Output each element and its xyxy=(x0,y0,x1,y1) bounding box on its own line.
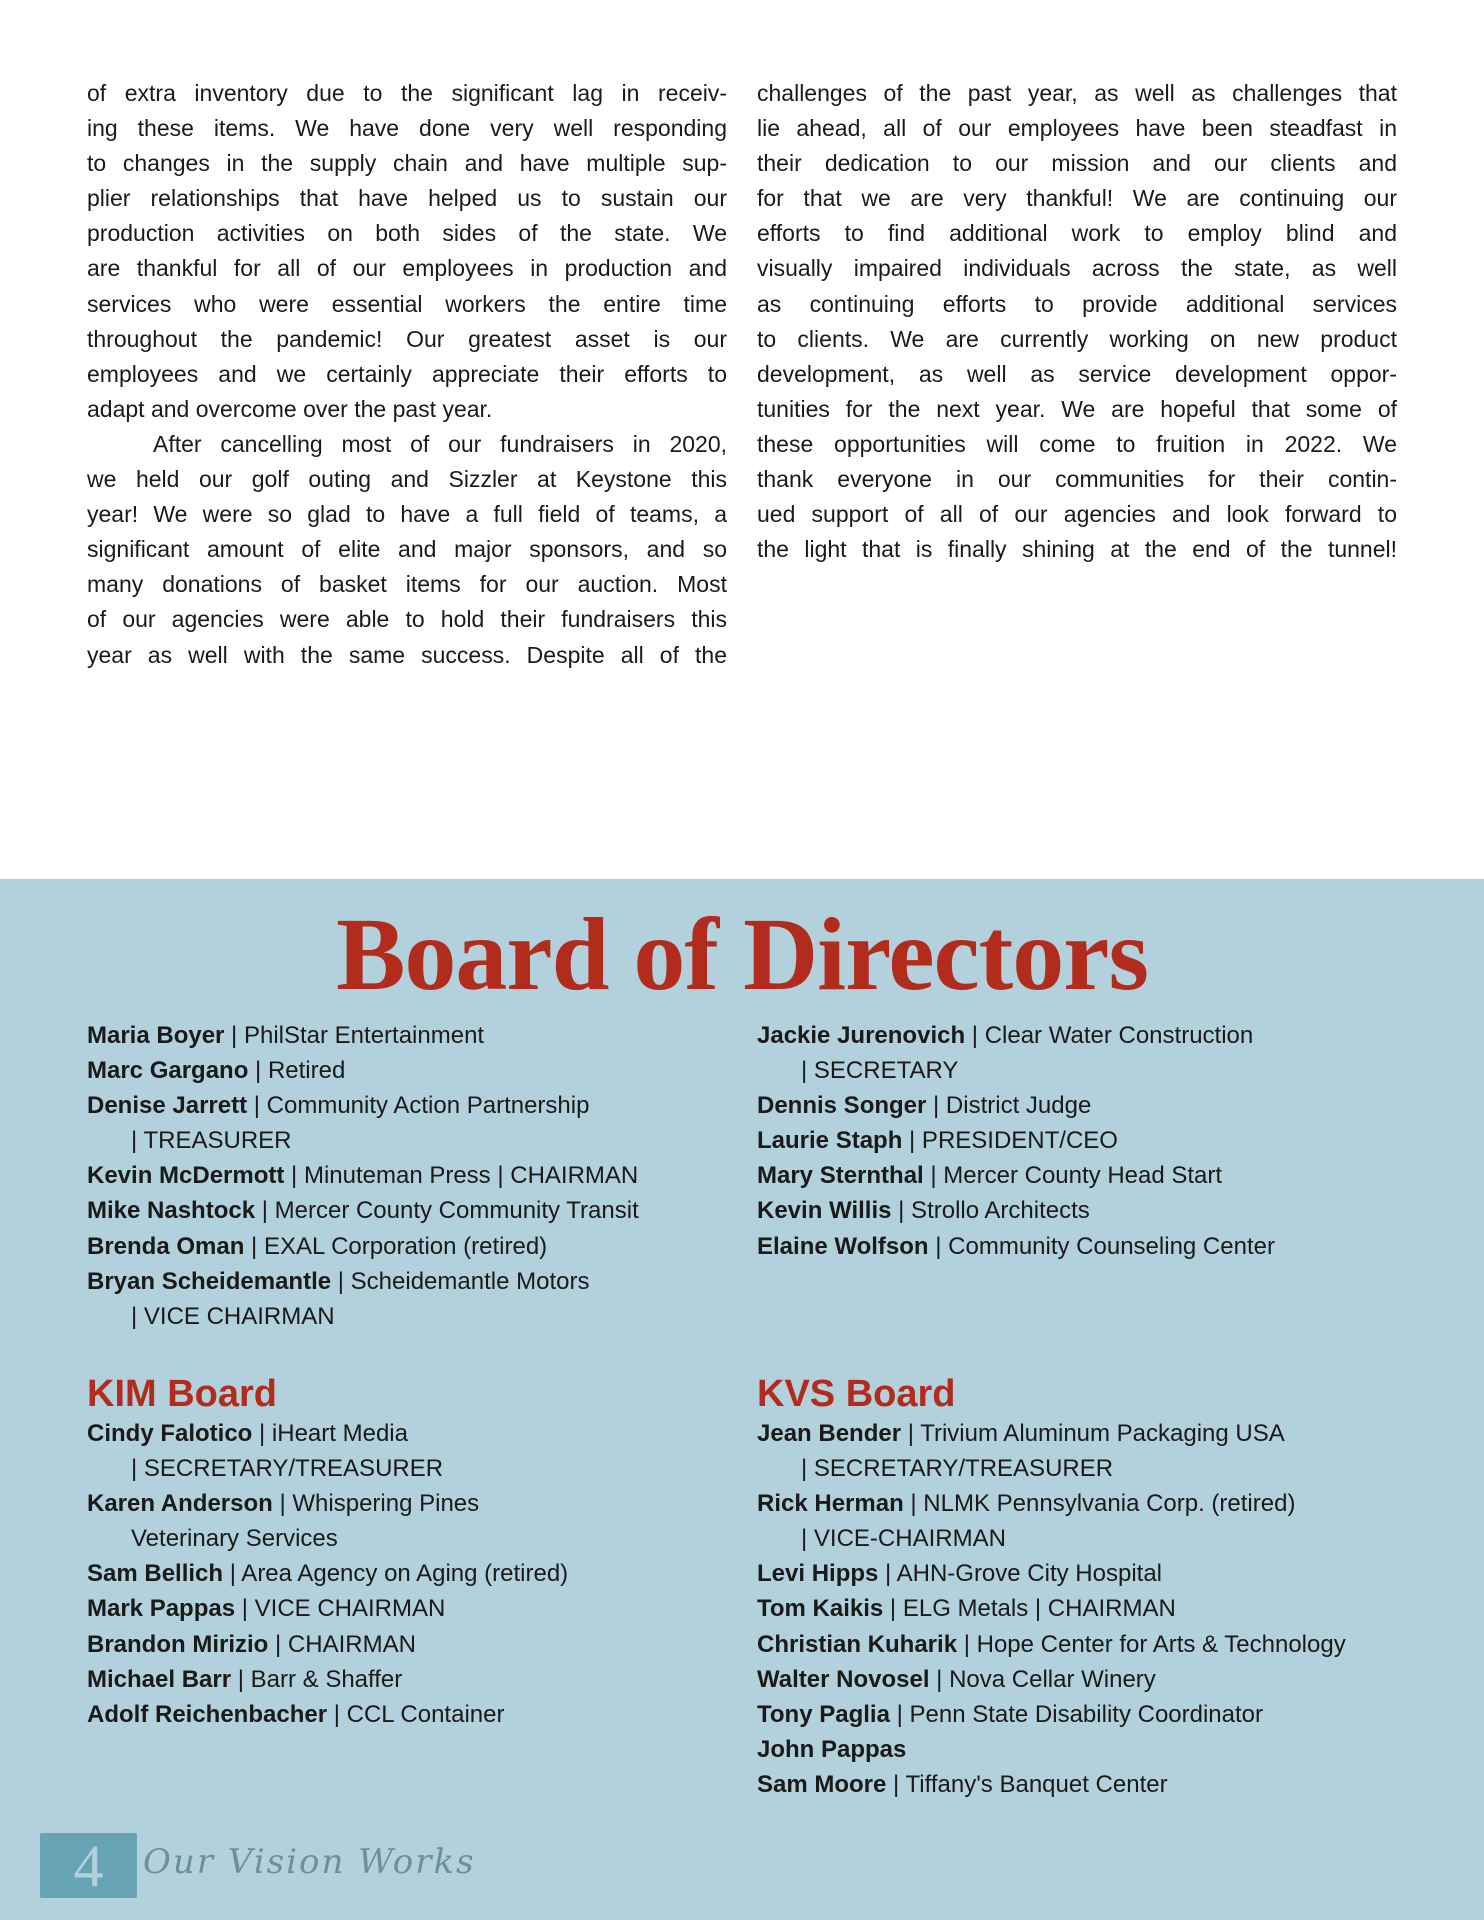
board-member xyxy=(757,1088,1457,1123)
board-member xyxy=(87,1053,787,1088)
body-text-line: we held our golf outing and Sizzler at Keystone this xyxy=(87,466,727,493)
board-member xyxy=(757,1627,1457,1662)
member-affiliation: | Minuteman Press | CHAIRMAN xyxy=(284,1162,639,1190)
board-member xyxy=(757,1193,1457,1228)
board-member xyxy=(87,1627,787,1662)
board-member xyxy=(757,1556,1457,1591)
member-name: Michael Barr xyxy=(87,1665,232,1693)
body-text-line: of extra inventory due to the significant lag in receiv- xyxy=(87,80,727,106)
member-affiliation: | Retired xyxy=(248,1057,346,1085)
body-text-line: these opportunities will come to fruition in 2022. We xyxy=(757,430,1397,457)
member-affiliation: | Whispering Pines xyxy=(272,1490,480,1518)
kvs-board xyxy=(757,1372,1457,1802)
board-member xyxy=(757,1229,1457,1264)
board-member xyxy=(757,1767,1457,1802)
member-name: Christian Kuharik xyxy=(757,1630,958,1658)
member-affiliation: | PRESIDENT/CEO xyxy=(902,1127,1118,1155)
member-role: | SECRETARY/TREASURER xyxy=(131,1455,444,1483)
member-name: Karen Anderson xyxy=(87,1490,273,1518)
member-name: Bryan Scheidemantle xyxy=(87,1267,332,1295)
member-role: | SECRETARY/TREASURER xyxy=(801,1455,1114,1483)
board-member xyxy=(757,1732,1457,1767)
member-affiliation: | PhilStar Entertainment xyxy=(224,1022,485,1049)
member-name: Laurie Staph xyxy=(757,1127,903,1155)
member-affiliation: | iHeart Media xyxy=(252,1420,408,1447)
board-member xyxy=(87,1591,787,1626)
board-member xyxy=(757,1486,1457,1556)
member-name: Dennis Songer xyxy=(757,1092,927,1120)
member-affiliation: | CHAIRMAN xyxy=(268,1630,416,1658)
member-name: Levi Hipps xyxy=(757,1560,879,1588)
member-name: Maria Boyer xyxy=(87,1022,225,1049)
body-text-line: year! We were so glad to have a full field of teams, a xyxy=(87,501,727,528)
body-text-line: production activities on both sides of the state. We xyxy=(87,220,727,247)
kim-board-heading: KIM Board xyxy=(87,1373,277,1415)
board-member xyxy=(757,1416,1457,1486)
body-text-line: many donations of basket items for our auction. Most xyxy=(87,571,727,598)
member-name: John Pappas xyxy=(757,1735,907,1763)
board-member xyxy=(757,1158,1457,1193)
body-text-line: to clients. We are currently working on new product xyxy=(757,325,1397,352)
member-affiliation: | Tiffany's Banquet Center xyxy=(886,1770,1168,1798)
board-member xyxy=(87,1486,787,1556)
body-text-line: efforts to find additional work to employ blind and xyxy=(757,220,1397,247)
body-text-line: their dedication to our mission and our clients and xyxy=(757,150,1397,177)
body-text-line: significant amount of elite and major sponsors, and so xyxy=(87,536,727,563)
body-text-line: challenges of the past year, as well as challenges that xyxy=(757,80,1397,106)
member-affiliation: | Nova Cellar Winery xyxy=(929,1665,1156,1693)
kvs-board-members xyxy=(757,1416,1457,1802)
board-member xyxy=(757,1697,1457,1732)
member-affiliation: | NLMK Pennsylvania Corp. (retired) xyxy=(903,1490,1296,1518)
board-member xyxy=(87,1229,787,1264)
member-affiliation: | Barr & Shaffer xyxy=(231,1665,403,1693)
member-name: Sam Bellich xyxy=(87,1560,224,1588)
kvs-board-heading: KVS Board xyxy=(757,1373,956,1415)
member-role: | VICE-CHAIRMAN xyxy=(801,1525,1006,1553)
body-column-right xyxy=(757,76,1397,567)
board-member xyxy=(757,1591,1457,1626)
member-role: | VICE CHAIRMAN xyxy=(131,1302,335,1330)
body-text-line: of our agencies were able to hold their fundraisers this xyxy=(87,606,727,633)
member-affiliation: | Clear Water Construction xyxy=(965,1022,1254,1049)
member-name: Brandon Mirizio xyxy=(87,1630,269,1658)
member-name: Tom Kaikis xyxy=(757,1595,884,1623)
board-member xyxy=(87,1018,787,1053)
member-affiliation: | Community Action Partnership xyxy=(247,1092,590,1120)
body-text-line: are thankful for all of our employees in production and xyxy=(87,255,727,282)
body-text-line: year as well with the same success. Despite all of the xyxy=(87,641,727,668)
member-affiliation: | CCL Container xyxy=(327,1700,505,1728)
member-role: | TREASURER xyxy=(131,1127,292,1155)
member-affiliation: | Scheidemantle Motors xyxy=(331,1267,590,1295)
member-affiliation: | Strollo Architects xyxy=(891,1197,1090,1225)
member-name: Jackie Jurenovich xyxy=(757,1022,966,1049)
body-text-line: services who were essential workers the entire time xyxy=(87,290,727,317)
member-name: Walter Novosel xyxy=(757,1665,930,1693)
member-name: Kevin McDermott xyxy=(87,1162,285,1190)
body-text-line: lie ahead, all of our employees have been steadfast in xyxy=(757,115,1397,142)
member-role: | SECRETARY xyxy=(801,1057,959,1085)
publication-name: Our Vision Works xyxy=(143,1842,476,1882)
body-text-line: development, as well as service development oppor- xyxy=(757,360,1397,387)
board-member xyxy=(87,1416,787,1486)
board-member xyxy=(757,1123,1457,1158)
member-affiliation: | ELG Metals | CHAIRMAN xyxy=(883,1595,1176,1623)
member-affiliation: | Community Counseling Center xyxy=(928,1232,1275,1260)
member-name: Tony Paglia xyxy=(757,1700,890,1728)
body-text-line: for that we are very thankful! We are continuing our xyxy=(757,185,1397,212)
body-text-line: visually impaired individuals across the state, as well xyxy=(757,255,1397,282)
board-member xyxy=(87,1264,787,1334)
member-affiliation: | EXAL Corporation (retired) xyxy=(244,1232,548,1260)
member-name: Jean Bender xyxy=(757,1420,902,1447)
body-text-line: as continuing efforts to provide additional services xyxy=(757,290,1397,317)
member-name: Mary Sternthal xyxy=(757,1162,924,1190)
directors-list-right xyxy=(757,1018,1457,1264)
body-text-line: ued support of all of our agencies and look forward to xyxy=(757,501,1397,528)
member-affiliation: | VICE CHAIRMAN xyxy=(235,1595,446,1623)
member-name: Kevin Willis xyxy=(757,1197,892,1225)
body-text-line: the light that is finally shining at the end of the tunnel! xyxy=(757,536,1397,563)
directors-list-left xyxy=(87,1018,787,1334)
member-affiliation: | Trivium Aluminum Packaging USA xyxy=(901,1420,1285,1447)
body-text-line: to changes in the supply chain and have multiple sup- xyxy=(87,150,727,177)
body-text-line: ing these items. We have done very well responding xyxy=(87,115,727,142)
member-name: Brenda Oman xyxy=(87,1232,245,1260)
member-name: Denise Jarrett xyxy=(87,1092,248,1120)
body-text-line: throughout the pandemic! Our greatest asset is our xyxy=(87,325,727,352)
member-affiliation: | AHN-Grove City Hospital xyxy=(878,1560,1162,1588)
kim-board xyxy=(87,1372,787,1732)
body-text-line: employees and we certainly appreciate their efforts to xyxy=(87,360,727,387)
page-number: 4 xyxy=(40,1833,137,1898)
member-name: Adolf Reichenbacher xyxy=(87,1700,328,1728)
member-affiliation: | Hope Center for Arts & Technology xyxy=(957,1630,1346,1658)
body-text-line: tunities for the next year. We are hopeful that some of xyxy=(757,395,1397,422)
board-member xyxy=(87,1662,787,1697)
body-text-line: thank everyone in our communities for their contin- xyxy=(757,466,1397,493)
member-name: Mike Nashtock xyxy=(87,1197,256,1225)
member-name: Marc Gargano xyxy=(87,1057,249,1085)
board-title: Board of Directors xyxy=(336,897,1148,1012)
member-name: Rick Herman xyxy=(757,1490,904,1518)
member-affiliation: | Mercer County Community Transit xyxy=(255,1197,639,1225)
board-member xyxy=(87,1158,787,1193)
body-column-left xyxy=(87,76,727,673)
board-member xyxy=(757,1662,1457,1697)
member-name: Cindy Falotico xyxy=(87,1420,253,1447)
kim-board-members xyxy=(87,1416,787,1732)
board-member xyxy=(87,1697,787,1732)
member-affiliation: | Mercer County Head Start xyxy=(923,1162,1223,1190)
member-affiliation: | Penn State Disability Coordinator xyxy=(889,1700,1264,1728)
body-text-line: adapt and overcome over the past year. xyxy=(87,395,493,422)
member-affiliation: | Area Agency on Aging (retired) xyxy=(223,1560,569,1588)
member-name: Sam Moore xyxy=(757,1770,887,1798)
member-name: Elaine Wolfson xyxy=(757,1232,929,1260)
member-role: Veterinary Services xyxy=(131,1525,338,1553)
board-member xyxy=(87,1088,787,1158)
board-member xyxy=(87,1556,787,1591)
board-member xyxy=(87,1193,787,1228)
body-text-line: plier relationships that have helped us to sustain our xyxy=(87,185,727,212)
board-member xyxy=(757,1018,1457,1088)
member-name: Mark Pappas xyxy=(87,1595,236,1623)
body-text-line: After cancelling most of our fundraisers in 2020, xyxy=(153,430,727,457)
member-affiliation: | District Judge xyxy=(926,1092,1092,1120)
